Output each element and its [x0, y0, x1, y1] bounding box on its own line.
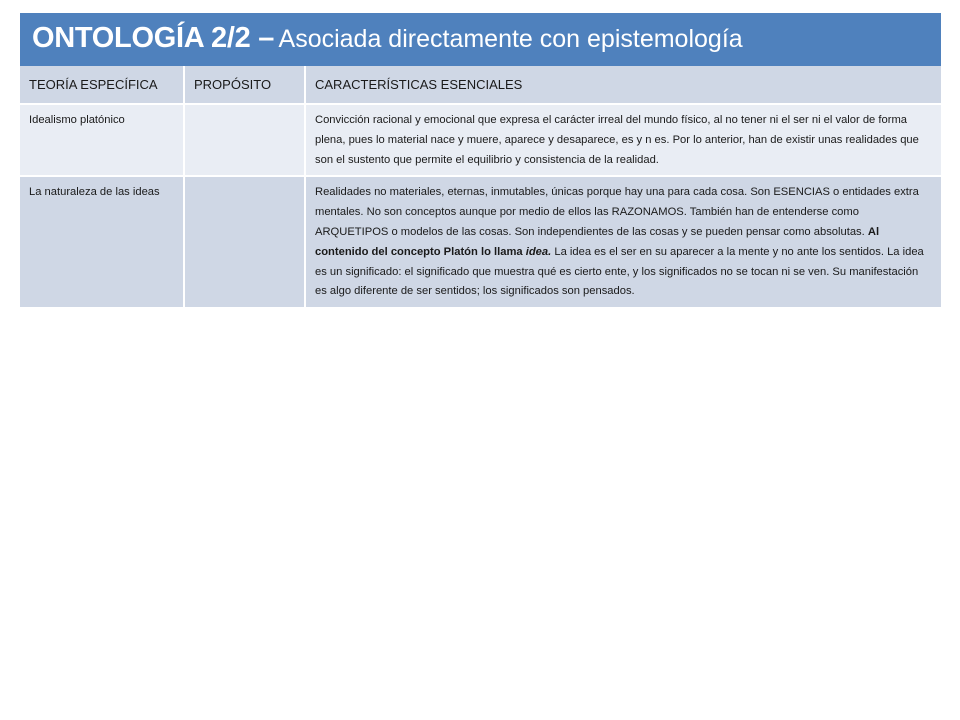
header-theory: TEORÍA ESPECÍFICA — [20, 66, 184, 104]
cell-theory: Idealismo platónico — [20, 104, 184, 176]
header-characteristics: CARACTERÍSTICAS ESENCIALES — [305, 66, 941, 104]
cell-theory: La naturaleza de las ideas — [20, 176, 184, 308]
characteristics-bold-text: Al contenido del concepto Platón lo llama — [315, 225, 880, 258]
table-row — [20, 176, 941, 308]
characteristics-text: Realidades no materiales, eternas, inmutables, únicas porque hay una para cada cosa. Son ESENCIAS o entidades extra mentales. No son conceptos aunque por medio de ellos las RAZONAMOS. También han de entenderse como ARQUETIPOS o modelos de las cosas. Son independientes de las cosas y se pueden pensar como absolutas. — [315, 186, 919, 238]
table-header-row — [20, 66, 941, 104]
ontology-table — [20, 66, 941, 309]
cell-purpose — [184, 104, 305, 176]
title-bar — [20, 13, 941, 66]
cell-purpose — [184, 176, 305, 308]
slide-title: ONTOLOGÍA 2/2 – — [32, 22, 275, 54]
characteristics-bold-italic-text: idea. — [525, 245, 552, 258]
cell-characteristics — [305, 176, 941, 308]
header-purpose: PROPÓSITO — [184, 66, 305, 104]
table-row — [20, 104, 941, 176]
cell-characteristics: Convicción racional y emocional que expresa el carácter irreal del mundo físico, al no tener ni el ser ni el valor de forma plena, pues lo material nace y muere, aparece y desaparece, es y n es. Por lo anterior, han de existir unas realidades que son el sustento que permite el equilibrio y consistencia de la realidad. — [305, 104, 941, 176]
slide-subtitle: Asociada directamente con epistemología — [278, 25, 743, 53]
characteristics-text-continued: La idea es el ser en su aparecer a la mente y no ante los sentidos. La idea es un significado: el significado que muestra qué es cierto ente, y los significados no se tocan ni se ven. Su manifestación es algo diferente de ser sentidos; los significados son pensados. — [315, 245, 924, 298]
